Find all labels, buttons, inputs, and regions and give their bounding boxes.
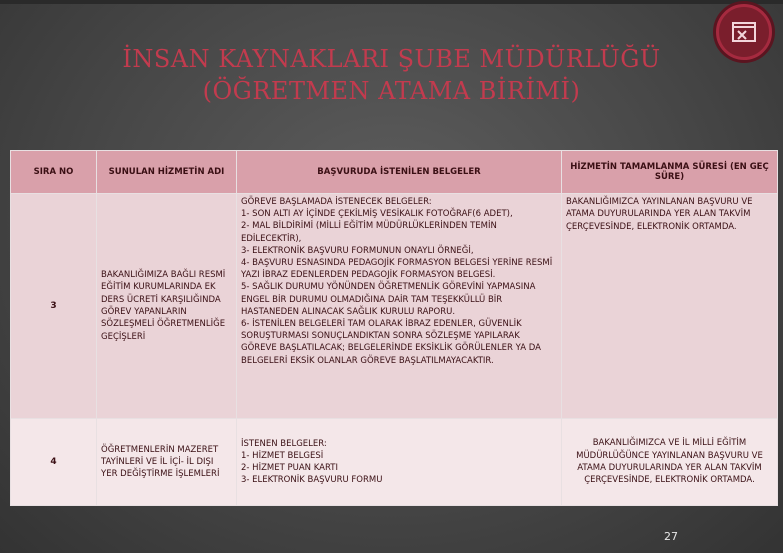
service-name: BAKANLIĞIMIZA BAĞLI RESMİ EĞİTİM KURUMLARINDA EK DERS ÜCRETİ KARŞILIĞINDA GÖREV YAPANLARIN SÖZLEŞMELİ ÖĞRETMENLİĞE GEÇİŞLERİ xyxy=(97,194,237,419)
required-documents: İSTENEN BELGELER: 1- HİZMET BELGESİ 2- HİZMET PUAN KARTI 3- ELEKTRONİK BAŞVURU FORMU xyxy=(237,419,562,506)
row-number: 3 xyxy=(11,194,97,419)
services-table xyxy=(10,150,778,506)
presentation-exit-icon xyxy=(731,19,757,45)
required-documents: GÖREVE BAŞLAMADA İSTENECEK BELGELER: 1- SON ALTI AY İÇİNDE ÇEKİLMİŞ VESİKALIK FOTOĞRAF(6 ADET), 2- MAL BİLDİRİMİ (MİLLİ EĞİTİM MÜDÜRLÜKLERİNDEN TEMİN EDİLECEKTİR), 3- ELEKTRONİK BAŞVURU FORMUNUN ONAYLI ÖRNEĞİ, 4- BAŞVURU ESNASINDA PEDAGOJİK FORMASYON BELGESİ YERİNE RESMÎ YAZI İBRAZ EDENLERDEN PEDAGOJİK FORMASYON BELGESİ. 5- SAĞLIK DURUMU YÖNÜNDEN ÖĞRETMENLİK GÖREVİNİ YAPMASINA ENGEL BİR DURUMU OLMADIĞINA DAİR TAM TEŞEKKÜLLÜ BİR HASTANEDEN ALINACAK SAĞLIK KURULU RAPORU. 6- İSTENİLEN BELGELERİ TAM OLARAK İBRAZ EDENLER, GÜVENLİK SORUŞTURMASI SONUÇLANDIKTAN SONRA SÖZLEŞME YAPILARAK GÖREVE BAŞLATILACAK; BELGELERİNDE EKSİKLİK GÖRÜLENLER YA DA BELGELERİ EKSİK OLANLAR GÖREVE BAŞLATILMAYACAKTIR. xyxy=(237,194,562,419)
table-row xyxy=(11,419,778,506)
header-sira-no: SIRA NO xyxy=(11,151,97,194)
row-number: 4 xyxy=(11,419,97,506)
completion-time: BAKANLIĞIMIZCA VE İL MİLLİ EĞİTİM MÜDÜRLÜĞÜNCE YAYINLANAN BAŞVURU VE ATAMA DUYURULARINDA YER ALAN TAKVİM ÇERÇEVESİNDE, ELEKTRONİK ORTAMDA. xyxy=(562,419,778,506)
page-subtitle: (ÖĞRETMEN ATAMA BİRİMİ) xyxy=(202,77,581,105)
table-header-row xyxy=(11,151,778,194)
completion-time: BAKANLIĞIMIZCA YAYINLANAN BAŞVURU VE ATAMA DUYURULARINDA YER ALAN TAKVİM ÇERÇEVESİNDE, ELEKTRONİK ORTAMDA. xyxy=(562,194,778,419)
header-service-name: SUNULAN HİZMETİN ADI xyxy=(97,151,237,194)
page-number: 27 xyxy=(664,530,678,543)
header-duration: HİZMETİN TAMAMLANMA SÜRESİ (EN GEÇ SÜRE) xyxy=(562,151,778,194)
table-row xyxy=(11,194,778,419)
header-requirements: BAŞVURUDA İSTENİLEN BELGELER xyxy=(237,151,562,194)
page-title: İNSAN KAYNAKLARI ŞUBE MÜDÜRLÜĞÜ xyxy=(122,45,661,73)
top-border xyxy=(0,0,783,4)
service-name: ÖĞRETMENLERİN MAZERET TAYİNLERİ VE İL İÇİ- İL DIŞI YER DEĞİŞTİRME İŞLEMLERİ xyxy=(97,419,237,506)
